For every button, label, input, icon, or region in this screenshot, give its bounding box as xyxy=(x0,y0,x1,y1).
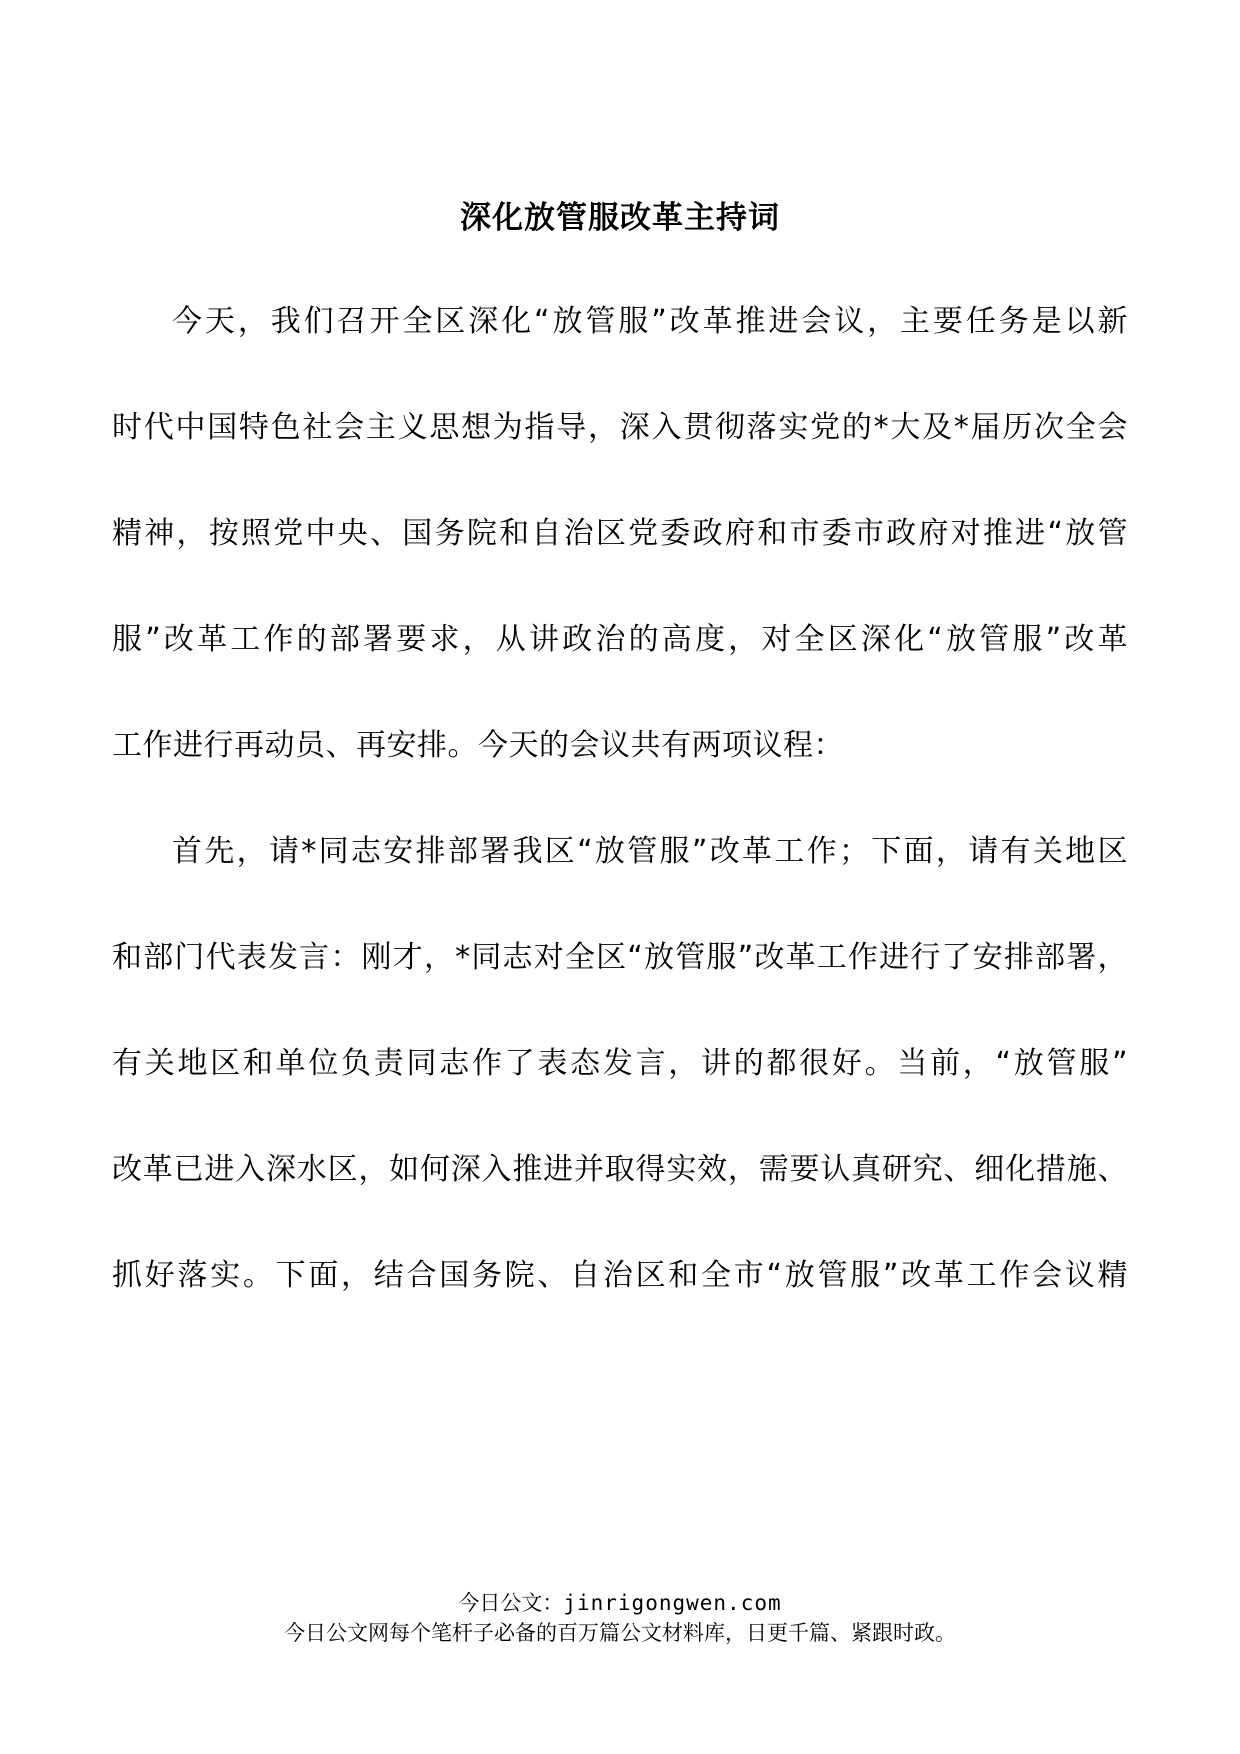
footer-label: 今日公文： xyxy=(458,1591,564,1615)
footer-source xyxy=(0,1588,1240,1618)
document-title: 深化放管服改革主持词 xyxy=(460,200,780,236)
paragraph-line: 抓好落实。下面，结合国务院、自治区和全市“放管服”改革工作会议精 xyxy=(112,1258,1128,1293)
paragraph-line: 工作进行再动员、再安排。今天的会议共有两项议程： xyxy=(112,728,844,763)
paragraph-line: 今天，我们召开全区深化“放管服”改革推进会议，主要任务是以新 xyxy=(172,304,1128,339)
paragraph-line: 有关地区和单位负责同志作了表态发言，讲的都很好。当前，“放管服” xyxy=(112,1046,1128,1081)
footer-url[interactable]: jinrigongwen.com xyxy=(563,1591,782,1615)
paragraph-line: 时代中国特色社会主义思想为指导，深入贯彻落实党的*大及*届历次全会 xyxy=(112,410,1128,445)
paragraph-line: 首先，请*同志安排部署我区“放管服”改革工作；下面，请有关地区 xyxy=(172,834,1128,869)
paragraph-line: 改革已进入深水区，如何深入推进并取得实效，需要认真研究、细化措施、 xyxy=(112,1152,1128,1187)
paragraph-line: 精神，按照党中央、国务院和自治区党委政府和市委市政府对推进“放管 xyxy=(112,516,1128,551)
footer-tagline: 今日公文网每个笔杆子必备的百万篇公文材料库，日更千篇、紧跟时政。 xyxy=(284,1621,956,1645)
paragraph-line: 和部门代表发言：刚才，*同志对全区“放管服”改革工作进行了安排部署， xyxy=(112,940,1128,975)
paragraph-line: 服”改革工作的部署要求，从讲政治的高度，对全区深化“放管服”改革 xyxy=(112,622,1128,657)
